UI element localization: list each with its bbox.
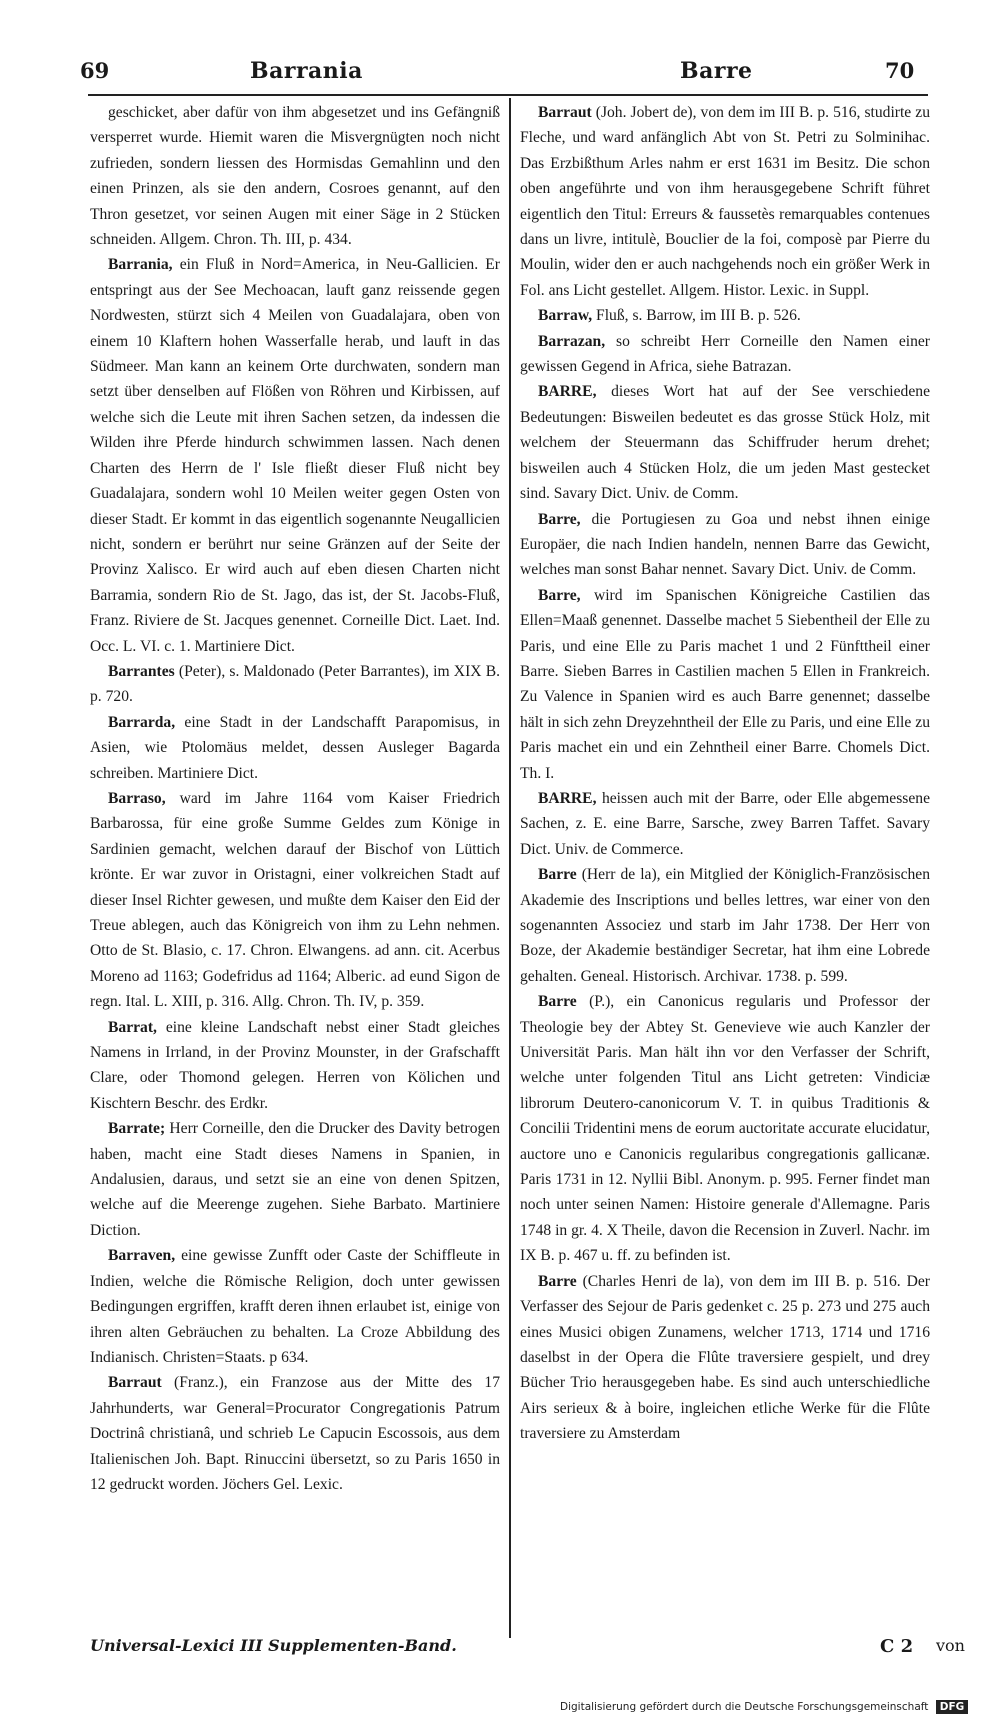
digitization-text: Digitalisierung gefördert durch die Deutsche Forschungsgemeinschaft: [560, 1701, 929, 1713]
page-number-right: 70: [885, 58, 915, 83]
entry-paragraph: [90, 1243, 500, 1370]
entry-paragraph: [90, 659, 500, 710]
column-divider: [509, 98, 511, 1638]
entry-paragraph: [520, 303, 930, 328]
entry-lemma: Barre: [538, 1272, 577, 1290]
entry-lemma: Barraut: [108, 1374, 162, 1392]
entry-text: eine Stadt in der Landschafft Parapomisus, in Asien, wie Ptolomäus meldet, dessen Ausleger Bagarda schreiben. Martiniere Dict.: [90, 713, 500, 782]
dictionary-entry: [520, 329, 930, 380]
running-headword-left: Barrania: [250, 58, 363, 84]
entry-lemma: Barrazan,: [538, 332, 606, 350]
entry-paragraph: [520, 786, 930, 862]
entry-text: eine gewisse Zunfft oder Caste der Schiffleute in Indien, welche die Römische Religion, doch unter gewissen Bedingungen ergriffen, krafft deren ihnen erlaubet ist, einige von ihren alten Gebräuchen zu behalten. La Croze Abbildung des Indianisch. Christen=Staats. p 634.: [90, 1247, 500, 1366]
dictionary-entry: [90, 1243, 500, 1370]
digitization-note: [560, 1700, 968, 1714]
entry-text: Herr Corneille, den die Drucker des Davity betrogen haben, macht eine Stadt dieses Namens in Spanien, in Andalusien, daraus, und setzt sie an eine von denen Spitzen, welche auf die Meerenge zugehen. Siehe Barbato. Martiniere Diction.: [90, 1120, 501, 1239]
entry-text: dieses Wort hat auf der See verschiedene Bedeutungen: Bisweilen bedeutet es das grosse Stück Holz, mit welchem der Steuermann das Schiffruder herum drehet; bisweilen auch 4 Stücken Holz, die um jeden Mast gestecket sind. Savary Dict. Univ. de Comm.: [520, 383, 930, 503]
entry-paragraph: [90, 1015, 500, 1117]
entry-paragraph: [520, 989, 930, 1268]
left-column: [90, 100, 500, 1497]
dictionary-entry: [90, 710, 500, 786]
entry-paragraph: [520, 100, 930, 303]
entry-lemma: Barrate;: [108, 1120, 166, 1138]
running-headword-right: Barre: [680, 58, 753, 84]
entry-paragraph: [520, 583, 930, 786]
dictionary-entry: [90, 1015, 500, 1117]
entry-text: wird im Spanischen Königreiche Castilien das Ellen=Maaß genennet. Dasselbe machet 5 Siebentheil der Elle zu Paris, und eine Elle zu Paris machet 1 und 2 Fünfttheil einer Barre. Sieben Barres in Castilien machen 5 Ellen in Frankreich. Zu Valence in Spanien wird es auch Barre genennet; dasselbe hält in sich zehn Dreyzehntheil der Elle zu Paris, und eine Elle zu Paris machet ein und ein Zehntheil einer Barre. Chomels Dict. Th. I.: [520, 586, 930, 782]
dictionary-entry: [520, 100, 930, 303]
entry-paragraph: [90, 100, 500, 252]
entry-paragraph: [520, 379, 930, 506]
entry-lemma: Barrarda,: [108, 713, 176, 731]
entry-lemma: Barre,: [538, 586, 581, 604]
entry-paragraph: [520, 329, 930, 380]
entry-lemma: Barrat,: [108, 1018, 157, 1036]
entry-paragraph: [90, 1370, 500, 1497]
entry-lemma: Barre,: [538, 510, 581, 528]
entry-text: so schreibt Herr Corneille den Namen einer gewissen Gegend in Africa, siehe Batrazan.: [520, 332, 930, 376]
entry-text: (Herr de la), ein Mitglied der Königlich-Französischen Akademie des Inscriptions und belles lettres, war einer von den sogenannten Associez und starb im Jahr 1738. Der Herr von Boze, der Akademie beständiger Secretar, hat ihm eine Lobrede gehalten. Geneal. Historisch. Archivar. 1738. p. 599.: [520, 866, 930, 985]
entry-paragraph: [90, 786, 500, 1015]
dictionary-entry: [520, 379, 930, 506]
entry-lemma: Barre: [538, 866, 577, 884]
entry-text: (Peter), s. Maldonado (Peter Barrantes), im XIX B. p. 720.: [90, 662, 500, 706]
dictionary-entry: [90, 1370, 500, 1497]
entry-lemma: BARRE,: [538, 383, 597, 401]
entry-text: ein Fluß in Nord=America, in Neu-Gallicien. Er entspringt aus der See Mechoacan, lauft ganz reissende gegen Nordwesten, stürzt sich 4 Meilen von Guadalajara, oben von einem 10 Klaftern hohen Wasserfalle herab, und lauft in das Südmeer. Man kann an keinem Orte durchwaten, sondern man setzt über denselben auf Flößen von Röhren und Kirbissen, auf welche sich die Leute mit ihren Sachen setzen, da indessen die Wilden ihre Pferde hindurch schwimmen lassen. Nach denen Charten des Herrn de l' Isle fließt dieser Fluß nicht bey Guadalajara, sondern wohl 10 Meilen weiter gegen Osten von dieser Stadt. Er kommt in das eigentlich sogenannte Neugallicien nicht, sondern er berührt nur seine Gränzen auf der Seite der Provinz Xalisco. Er wird auch auf eben diesen Charten nicht Barramia, sondern Rio de St. Jago, das ist, der St. Jacobs-Fluß, Franz. Riviere de St. Jacques genennet. Corneille Dict. Laet. Ind. Occ. L. VI. c. 1. Martiniere Dict.: [90, 256, 500, 655]
dictionary-entry: [90, 786, 500, 1015]
dictionary-entry: [520, 507, 930, 583]
dictionary-entry: [90, 1116, 500, 1243]
header-rule: [88, 94, 928, 96]
entry-lemma: BARRE,: [538, 789, 597, 807]
entry-paragraph: [90, 252, 500, 659]
dictionary-entry: [520, 862, 930, 989]
page-number-left: 69: [80, 58, 110, 83]
entry-paragraph: [520, 862, 930, 989]
right-column: [520, 100, 930, 1447]
dictionary-entry: [90, 100, 500, 252]
entry-text: ward im Jahre 1164 vom Kaiser Friedrich Barbarossa, für eine große Summe Geldes zum Könige in Sardinien gemacht, welchen darauf der Bischof von Lüttich krönte. Er war zuvor in Oristagni, einer volkreichen Stadt auf dieser Insel Richter gewesen, und mußte dem Kaiser den Eid der Treue ablegen, auch das Königreich von ihm zu Lehn nehmen. Otto de St. Blasio, c. 17. Chron. Elwangens. ad ann. cit. Acerbus Moreno ad 1163; Godefridus ad 1164; Alberic. ad eund Sigon de regn. Ital. L. XIII, p. 316. Allg. Chron. Th. IV, p. 359.: [90, 789, 500, 1011]
entry-text: (Franz.), ein Franzose aus der Mitte des 17 Jahrhunderts, war General=Procurator Congregationis Patrum Doctrinâ christianâ, und schrieb Le Capucin Escossois, aus dem Italienischen Joh. Bapt. Rinuccini übersetzt, so zu Paris 1650 in 12 gedruckt worden. Jöchers Gel. Lexic.: [90, 1374, 500, 1493]
entry-lemma: Barre: [538, 993, 577, 1011]
dictionary-entry: [90, 252, 500, 659]
entry-text: heissen auch mit der Barre, oder Elle abgemessene Sachen, z. E. eine Barre, Sarsche, zwey Barren Taffet. Savary Dict. Univ. de Commerce.: [520, 789, 930, 858]
signature-mark: C 2: [880, 1636, 914, 1657]
dictionary-entry: [520, 583, 930, 786]
dictionary-entry: [520, 1269, 930, 1447]
dictionary-entry: [90, 659, 500, 710]
entry-paragraph: [90, 710, 500, 786]
dictionary-entry: [520, 303, 930, 328]
dictionary-entry: [520, 786, 930, 862]
entry-lemma: Barraw,: [538, 307, 593, 325]
entry-text: (Charles Henri de la), von dem im III B. p. 516. Der Verfasser des Sejour de Paris gedenket c. 25 p. 273 und 275 auch eines Musici obigen Zunamens, welcher 1713, 1714 und 1716 daselbst in der Opera die Flûte traversiere gespielt, und drey Bücher Trio herausgegeben habe. Es sind auch unterschiedliche Airs serieux & à boire, ingleichen etliche Werke für die Flûte traversiere zu Amsterdam: [520, 1272, 930, 1443]
entry-lemma: Barrania,: [108, 256, 173, 274]
entry-paragraph: [520, 1269, 930, 1447]
footer-volume-title: Universal-Lexici III Supplementen-Band.: [90, 1636, 457, 1655]
entry-lemma: Barraut: [538, 104, 592, 121]
entry-paragraph: [520, 507, 930, 583]
entry-paragraph: [90, 1116, 500, 1243]
entry-lemma: Barraven,: [108, 1247, 176, 1265]
dictionary-entry: [520, 989, 930, 1268]
entry-text: die Portugiesen zu Goa und nebst ihnen einige Europäer, die nach Indien handeln, nennen Barre das Gewicht, welches man sonst Bahar nennet. Savary Dict. Univ. de Comm.: [520, 510, 930, 579]
entry-lemma: Barrantes: [108, 662, 175, 680]
entry-lemma: Barraso,: [108, 789, 166, 807]
entry-text: geschicket, aber dafür von ihm abgesetzet und ins Gefängniß versperret wurde. Hiemit waren die Misvergnügten noch nicht zufrieden, sondern liessen des Hormisdas Gemahlinn und den einen Prinzen, als sie den andern, Cosroes genannt, auf den Thron gesetzet, vor seinen Augen mit einer Säge in 2 Stücken schneiden. Allgem. Chron. Th. III, p. 434.: [90, 104, 500, 249]
catchword: von: [936, 1636, 965, 1655]
entry-text: (P.), ein Canonicus regularis und Professor der Theologie bey der Abtey St. Genevieve wie auch Kanzler der Universität Paris. Man hält ihn vor den Verfasser der Schrift, welche unter folgenden Titul ans Licht getreten: Vindiciæ librorum Deutero-canonicorum V. T. in quibus Traditionis & Concilii Tridentini mens de eorum auctoritate accurate elucidatur, auctore uno e Canonicis regularibus congregationis gallicanæ. Paris 1731 in 12. Nyllii Bibl. Anonym. p. 995. Ferner findet man noch unter seinen Namen: Histoire generale d'Allemagne. Paris 1748 in gr. 4. X Theile, davon die Recension in Zuverl. Nachr. im IX B. p. 467 u. ff. zu befinden ist.: [520, 993, 930, 1265]
entry-text: (Joh. Jobert de), von dem im III B. p. 516, studirte zu Fleche, und ward anfänglich Abt von St. Petri zu Solminihac. Das Erzbißthum Arles nahm er erst 1631 im Besitz. Die schon oben angeführte und von ihm herausgegebene Schrift führet eigentlich den Titul: Erreurs & faussetès remarquables contenues dans un livre, intitulè, Bouclier de la foi, composè par Pierre du Moulin, wider den er auch nachgehends noch ein größer Werk in Fol. ans Licht gestellet. Allgem. Histor. Lexic. in Suppl.: [520, 104, 930, 299]
entry-text: eine kleine Landschaft nebst einer Stadt gleiches Namens in Irrland, in der Provinz Mounster, in der Grafschafft Clare, oder Thomond gelegen. Herren von Kölichen und Kischtern Beschr. des Erdkr.: [90, 1018, 500, 1112]
dfg-logo: DFG: [936, 1700, 969, 1714]
entry-text: Fluß, s. Barrow, im III B. p. 526.: [596, 307, 801, 325]
